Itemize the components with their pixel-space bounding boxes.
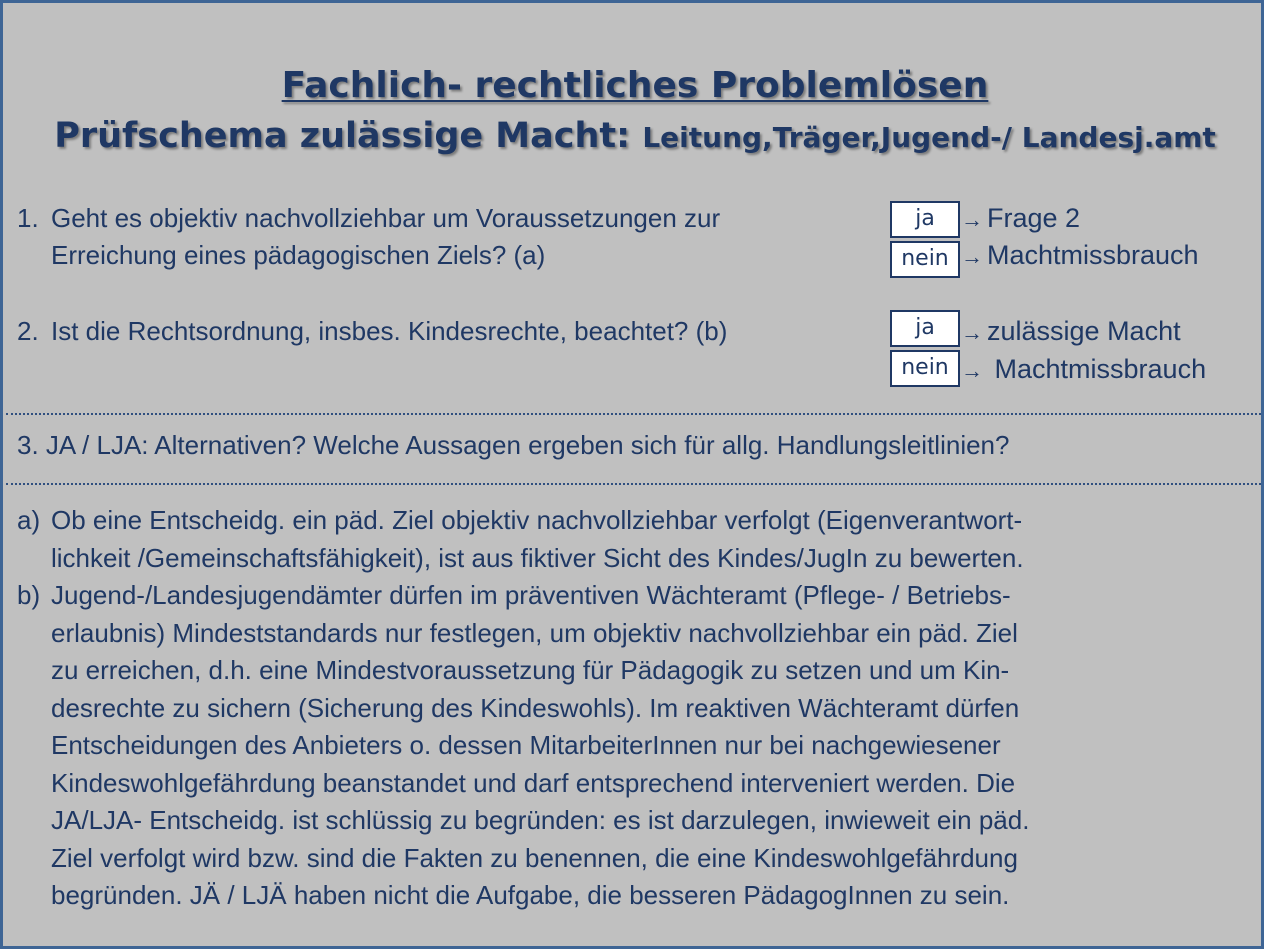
dotted-divider	[6, 483, 1261, 485]
note-text: Ob eine Entscheidg. ein päd. Ziel objektiv nachvollziehbar verfolgt (Eigenverantwort-	[51, 505, 1023, 535]
no-box: nein	[890, 350, 960, 387]
note-line: erlaubnis) Mindeststandards nur festlegen, um objektiv nachvollziehbar ein päd. Ziel	[51, 617, 1018, 648]
question-number: 1.	[17, 203, 39, 233]
note-line: Entscheidungen des Anbieters o. dessen MitarbeiterInnen nur bei nachgewiesener	[51, 730, 1001, 760]
arrow-icon: →	[961, 244, 983, 269]
no-result-text: Machtmissbrauch	[987, 240, 1199, 270]
note-label: a)	[17, 505, 41, 535]
title-line-2	[3, 116, 1264, 156]
note-line	[17, 502, 1029, 540]
arrow-icon: →	[961, 320, 983, 345]
note-line	[17, 577, 1029, 615]
question-number: 2.	[17, 316, 39, 346]
note-line: zu erreichen, d.h. eine Mindestvoraussetzung für Pädagogik zu setzen und um Kin-	[51, 655, 1010, 685]
question-text-line: Ist die Rechtsordnung, insbes. Kindesrechte, beachtet? (b)	[51, 316, 728, 346]
note-line: begründen. JÄ / LJÄ haben nicht die Aufgabe, die besseren PädagogInnen zu sein.	[51, 880, 1010, 910]
note-line: lichkeit /Gemeinschaftsfähigkeit), ist aus fiktiver Sicht des Kindes/JugIn zu bewerten.	[51, 542, 1024, 573]
yes-box: ja	[890, 310, 960, 347]
yes-result-text: zulässige Macht	[987, 316, 1181, 346]
dotted-divider	[6, 413, 1261, 415]
note-line: Kindeswohlgefährdung beanstandet und darf entsprechend interveniert werden. Die	[51, 767, 1016, 798]
yes-box: ja	[890, 201, 960, 238]
no-result-text: Machtmissbrauch	[994, 354, 1207, 384]
yes-result-text: Frage 2	[987, 203, 1081, 233]
footnotes	[17, 502, 1029, 915]
no-result	[961, 351, 1206, 389]
note-line: JA/LJA- Entscheidg. ist schlüssig zu begründen: es ist darzulegen, inwieweit ein päd.	[51, 805, 1030, 835]
note-text: Jugend-/Landesjugendämter dürfen im präventiven Wächteramt (Pflege- / Betriebs-	[51, 580, 1011, 610]
note-line: Ziel verfolgt wird bzw. sind die Fakten zu benennen, die eine Kindeswohlgefährdung	[51, 842, 1018, 873]
question-3: 3. JA / LJA: Alternativen? Welche Aussagen ergeben sich für allg. Handlungsleitlinien?	[17, 430, 1010, 460]
note-line: desrechte zu sichern (Sicherung des Kindeswohls). Im reaktiven Wächteramt dürfen	[51, 692, 1020, 723]
yes-result	[961, 313, 1181, 351]
question-1	[17, 200, 720, 274]
title-line-1: Fachlich- rechtliches Problemlösen	[281, 65, 989, 106]
no-result	[961, 237, 1199, 275]
arrow-icon: →	[961, 358, 983, 383]
question-text-line: Geht es objektiv nachvollziehbar um Voraussetzungen zur	[51, 203, 721, 233]
arrow-icon: →	[961, 207, 983, 232]
no-box: nein	[890, 241, 960, 278]
question-text-line: Erreichung eines pädagogischen Ziels? (a)	[51, 240, 546, 270]
yes-result	[961, 200, 1080, 238]
note-label: b)	[17, 580, 41, 610]
title-scope: Leitung,Träger,Jugend-/ Landesj.amt	[642, 121, 1216, 154]
question-2	[17, 313, 727, 350]
title-main: Prüfschema zulässige Macht:	[54, 116, 631, 156]
